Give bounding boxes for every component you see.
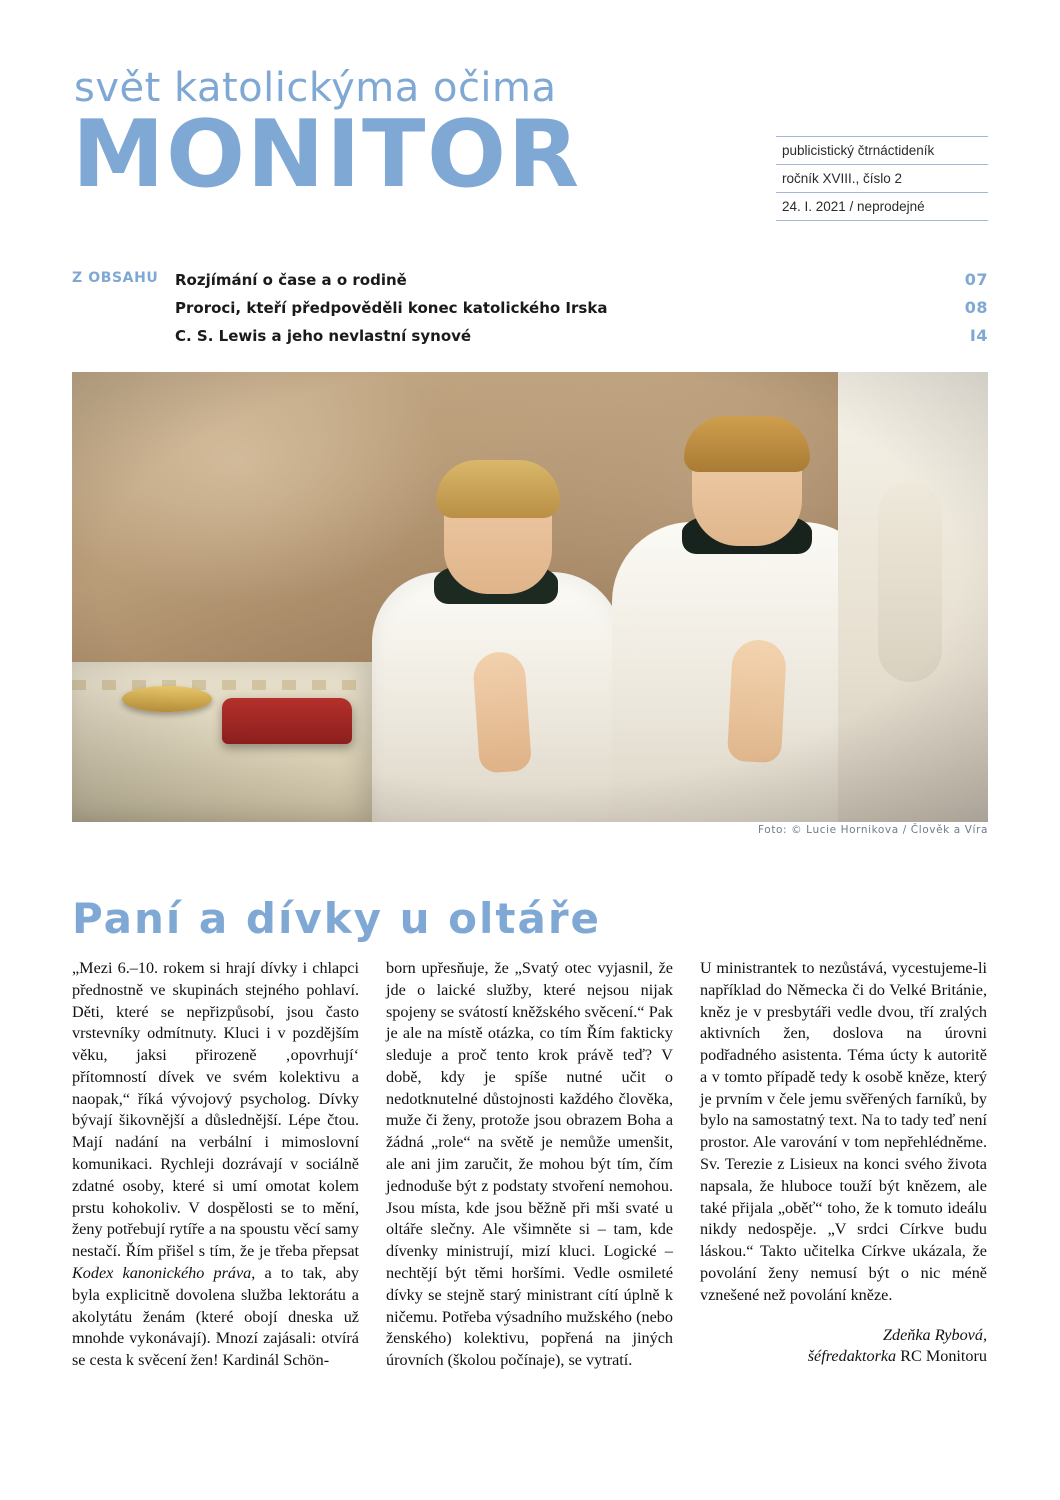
contents-label: Z OBSAHU — [72, 270, 159, 286]
contents-block — [72, 268, 988, 352]
masthead-meta-periodicity: publicistický čtrnáctideník — [776, 136, 988, 165]
article-body — [72, 958, 988, 1388]
article-headline: Paní a dívky u oltáře — [72, 894, 602, 944]
cover-photo — [72, 372, 988, 822]
contents-item[interactable] — [175, 324, 988, 352]
contents-item-page: I4 — [969, 326, 988, 345]
article-column-3 — [700, 958, 987, 1388]
contents-item[interactable] — [175, 296, 988, 324]
masthead — [72, 65, 988, 214]
article-paragraph — [72, 958, 359, 1372]
contents-item[interactable] — [175, 268, 988, 296]
signature-role-italic: šéfredaktorka — [807, 1347, 897, 1366]
masthead-title: MONITOR — [72, 100, 581, 208]
masthead-tagline: svět katolickýma očima — [74, 65, 557, 111]
contents-item-page: 08 — [964, 298, 988, 317]
masthead-meta-issue: ročník XVIII., číslo 2 — [776, 165, 988, 193]
masthead-meta — [776, 136, 988, 221]
photo-credit: Foto: © Lucie Hornikova / Člověk a Víra — [758, 824, 988, 836]
article-column-1 — [72, 958, 359, 1388]
signature-role — [700, 1346, 987, 1368]
column1-text-a: „Mezi 6.–10. rokem si hrají dívky i chlapci přednostně ve skupinách stejného pohlaví. Děti, které se nepřizpůsobí, jsou často vrstevníky odmítnuty. Kluci i v pozdějším věku, jaksi přirozeně ‚opovrhují‘ přítomností dívek ve svém kolektivu a naopak,“ říká vývojový psycholog. Dívky bývají šikovnější a důslednější. Lépe čtou. Mají nadání na verbální i mimoslovní komunikaci. Rychleji dozrávají v sociálně zdatné osoby, které si umí omotat kolem prstu kohokoliv. V dospělosti se to mění, ženy potřebují rytíře a na spoustu věcí samy nestačí. Řím přišel s tím, že je třeba přepsat — [72, 959, 359, 1261]
signature-name: Zdeňka Rybová, — [883, 1325, 987, 1344]
contents-item-page: 07 — [964, 270, 988, 289]
cover-photo-image — [72, 372, 988, 822]
signature-role-rest: RC Monitoru — [896, 1347, 987, 1366]
contents-item-title: C. S. Lewis a jeho nevlastní synové — [175, 327, 472, 345]
article-column-2 — [386, 958, 673, 1388]
column1-text-b: , a to tak, aby byla explicitně dovolena služba lektorátu a akolytátu ženám (které obojí dneska už mnohde vykonávají). Mnozí zajásali: otvírá se cesta k svěcení žen! Kardinál Schön- — [72, 1263, 359, 1370]
contents-item-title: Rozjímání o čase a o rodině — [175, 271, 407, 289]
contents-list — [175, 268, 988, 352]
photo-vignette — [72, 372, 988, 822]
contents-item-title: Proroci, kteří předpověděli konec katolického Irska — [175, 299, 608, 317]
masthead-meta-date: 24. I. 2021 / neprodejné — [776, 193, 988, 221]
article-paragraph: U ministrantek to nezůstává, vycestujeme-li například do Německa či do Velké Británie, kněz je v presbytáři vedle dvou, tří zralých aktivních žen, doslova na úrovni podřadného asistenta. Téma úcty k autoritě a v tomto případě tedy k osobě kněze, který je prvním v čele jemu svěřených farníků, by bylo na samostatný text. Na to tady teď není prostor. Ale varování v tom nepřehlédněme. Sv. Terezie z Lisieux na konci svého života napsala, že hluboce touží být knězem, ale také přijala „oběť“ toho, že k tomuto ideálu nikdy nedospěje. „V srdci Církve budu láskou.“ Takto učitelka Církve ukázala, že povolání ženy nemusí být o nic méně vznešené než povolání kněze. — [700, 959, 987, 1304]
article-paragraph: born upřesňuje, že „Svatý otec vyjasnil, že jde o laické služby, které nejsou nijak spojeny se svátostí kněžského svěcení.“ Pak je ale na místě otázka, co tím Řím fakticky sleduje a proč tento krok právě teď? V době, kdy je spíše nutné učit o nedotknutelné důstojnosti každého člověka, muže či ženy, protože jsou obrazem Boha a žádná „role“ na světě je nemůže umenšit, ale ani jim zaručit, že mohou být tím, čím jednoduše být z podstaty stvoření nemohou. Jsou místa, kde jsou běžně při mši svaté u oltáře slečny. Ale všimněte si – tam, kde dívenky ministrují, mizí kluci. Logické – nechtějí být těmi horšími. Vedle osmileté dívky se stejně starý ministrant cítí úplně k ničemu. Potřeba výsadního mužského (nebo ženského) kolektivu, popřená na jiných úrovních (školou počínaje), se vytratí. — [386, 959, 673, 1370]
column1-italic-title: Kodex kanonického práva — [72, 1263, 252, 1282]
article-signature — [700, 1325, 987, 1369]
